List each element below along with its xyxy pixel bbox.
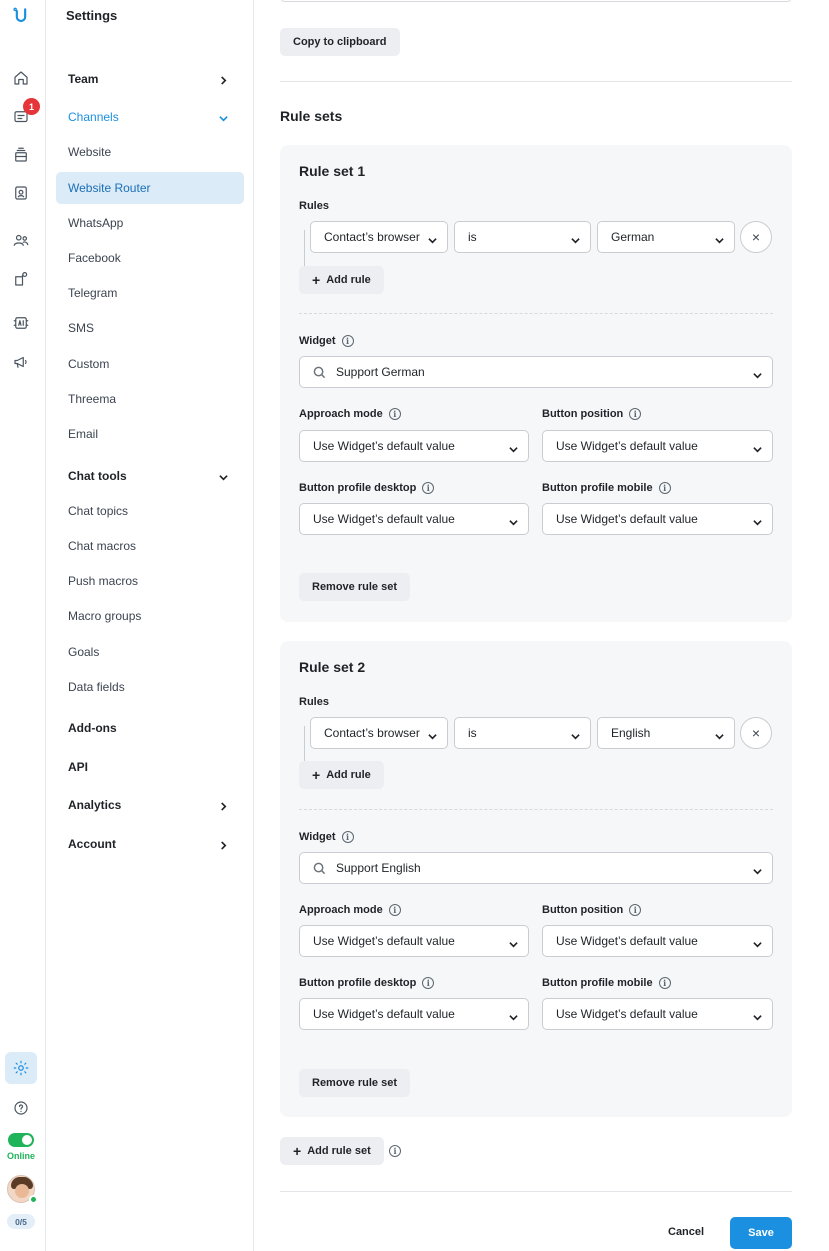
- chevron-down-icon: [509, 938, 518, 947]
- add-rule-set-button[interactable]: [280, 1137, 384, 1165]
- sidebar-item-threema[interactable]: [56, 383, 244, 415]
- cancel-button[interactable]: Cancel: [668, 1226, 705, 1238]
- search-icon: [313, 366, 326, 379]
- campaigns-icon[interactable]: [11, 352, 31, 372]
- widget-label: Widget i: [299, 831, 354, 843]
- sidebar-item-website-router[interactable]: [56, 172, 244, 204]
- sidebar-item-label: Team: [68, 72, 99, 86]
- icon-rail: [0, 0, 46, 1251]
- chevron-right-icon: [219, 74, 228, 83]
- chevron-down-icon: [509, 516, 518, 525]
- chevron-down-icon: [428, 234, 437, 243]
- rule-field-select[interactable]: [310, 221, 448, 253]
- add-rule-button[interactable]: [299, 761, 384, 789]
- button-profile-desktop-label: Button profile desktop i: [299, 482, 434, 494]
- approach-mode-select[interactable]: [299, 430, 529, 462]
- rule-connector: [304, 726, 305, 762]
- rule-sets-title: Rule sets: [280, 108, 343, 124]
- chevron-right-icon: [219, 800, 228, 809]
- sidebar-item-label: Add-ons: [68, 721, 117, 735]
- button-position-select[interactable]: [542, 430, 773, 462]
- chevron-down-icon: [428, 730, 437, 739]
- rule-field-select[interactable]: [310, 717, 448, 749]
- chevron-down-icon: [571, 234, 580, 243]
- sidebar-item-label: Email: [68, 427, 99, 441]
- select-value: is: [468, 726, 477, 740]
- sidebar-item-label: Goals: [68, 645, 100, 659]
- button-position-label: Button position i: [542, 904, 641, 916]
- search-icon: [313, 862, 326, 875]
- sidebar-item-label: Account: [68, 837, 116, 851]
- info-icon[interactable]: i: [389, 1145, 401, 1157]
- select-value: Use Widget’s default value: [313, 439, 455, 453]
- info-icon[interactable]: i: [342, 831, 354, 843]
- select-value: Use Widget’s default value: [556, 512, 698, 526]
- main-content: [254, 0, 829, 1251]
- sidebar-item-goals[interactable]: [56, 636, 244, 668]
- rule-operator-select[interactable]: [454, 717, 591, 749]
- select-value: Contact’s browser: [324, 726, 420, 740]
- chevron-right-icon: [219, 839, 228, 848]
- info-icon[interactable]: i: [389, 408, 401, 420]
- sidebar-item-label: Website Router: [68, 181, 151, 195]
- contacts-icon[interactable]: [11, 183, 31, 203]
- sidebar-item-addons[interactable]: [56, 712, 244, 744]
- sidebar-item-website[interactable]: [56, 136, 244, 168]
- select-value: is: [468, 230, 477, 244]
- sidebar-item-label: API: [68, 760, 89, 774]
- online-toggle[interactable]: [8, 1133, 34, 1147]
- approach-mode-label: Approach mode i: [299, 904, 401, 916]
- approach-mode-label: Approach mode i: [299, 408, 401, 420]
- close-icon: ×: [751, 229, 761, 245]
- logo-icon[interactable]: [11, 6, 31, 26]
- sidebar-item-analytics[interactable]: [56, 789, 244, 821]
- sidebar-item-label: Analytics: [68, 798, 122, 812]
- button-profile-mobile-select[interactable]: [542, 998, 773, 1030]
- help-icon[interactable]: [11, 1098, 31, 1118]
- save-button[interactable]: Save: [730, 1217, 792, 1249]
- button-label: Add rule: [326, 769, 371, 781]
- sidebar-title: Settings: [66, 8, 118, 23]
- chevron-down-icon: [753, 369, 762, 378]
- remove-rule-button[interactable]: [740, 221, 772, 253]
- rule-set-title: Rule set 1: [299, 163, 366, 179]
- avatar-status-dot: [29, 1195, 38, 1204]
- info-icon[interactable]: i: [629, 408, 641, 420]
- info-icon[interactable]: i: [422, 482, 434, 494]
- info-icon[interactable]: i: [422, 977, 434, 989]
- select-value: Support English: [336, 861, 421, 875]
- sidebar-item-label: Chat macros: [68, 539, 137, 553]
- sidebar-item-custom[interactable]: [56, 348, 244, 380]
- info-icon[interactable]: i: [389, 904, 401, 916]
- info-icon[interactable]: i: [659, 482, 671, 494]
- sidebar-item-chat-macros[interactable]: [56, 530, 244, 562]
- remove-rule-button[interactable]: [740, 717, 772, 749]
- sidebar-item-email[interactable]: [56, 418, 244, 450]
- inbox-icon[interactable]: [11, 145, 31, 165]
- sidebar-item-channels[interactable]: [56, 101, 244, 133]
- chevron-down-icon: [753, 1011, 762, 1020]
- chevron-down-icon: [715, 730, 724, 739]
- rule-set-title: Rule set 2: [299, 659, 366, 675]
- capacity-badge: 0/5: [7, 1214, 35, 1229]
- rule-value-select[interactable]: [597, 717, 735, 749]
- sidebar-item-label: Data fields: [68, 680, 125, 694]
- select-value: Use Widget’s default value: [313, 512, 455, 526]
- select-value: English: [611, 726, 651, 740]
- button-label: Add rule set: [307, 1145, 371, 1157]
- chevron-down-icon: [571, 730, 580, 739]
- button-profile-mobile-label: Button profile mobile i: [542, 482, 671, 494]
- info-icon[interactable]: i: [629, 904, 641, 916]
- chevron-down-icon: [753, 865, 762, 874]
- plus-icon: +: [312, 767, 321, 783]
- sidebar-item-label: SMS: [68, 321, 95, 335]
- sidebar-item-label: Website: [68, 145, 112, 159]
- info-icon[interactable]: i: [659, 977, 671, 989]
- ai-icon[interactable]: [11, 313, 31, 333]
- sidebar-item-label: Custom: [68, 357, 110, 371]
- dashed-divider: [299, 809, 773, 810]
- button-profile-mobile-label: Button profile mobile i: [542, 977, 671, 989]
- button-label: Add rule: [326, 274, 371, 286]
- sidebar-item-label: Telegram: [68, 286, 118, 300]
- divider: [280, 81, 792, 82]
- notification-badge: 1: [23, 98, 40, 115]
- remove-rule-set-button[interactable]: Remove rule set: [299, 1069, 410, 1097]
- chevron-down-icon: [753, 516, 762, 525]
- select-value: Use Widget’s default value: [313, 934, 455, 948]
- select-value: Use Widget’s default value: [556, 1007, 698, 1021]
- chevron-down-icon: [753, 443, 762, 452]
- chevron-down-icon: [509, 443, 518, 452]
- select-value: Support German: [336, 365, 425, 379]
- sidebar-item-chat-topics[interactable]: [56, 495, 244, 527]
- status-label: Online: [6, 1151, 35, 1161]
- widget-select[interactable]: [299, 852, 773, 884]
- button-position-select[interactable]: [542, 925, 773, 957]
- rule-connector: [304, 230, 305, 266]
- rule-set-card: [280, 641, 792, 1117]
- rules-label: Rules: [299, 696, 329, 708]
- divider: [280, 1191, 792, 1192]
- sidebar-item-chat-tools[interactable]: [56, 460, 244, 492]
- button-position-label: Button position i: [542, 408, 641, 420]
- widget-label: Widget i: [299, 335, 354, 347]
- button-profile-desktop-select[interactable]: [299, 503, 529, 535]
- button-profile-desktop-label: Button profile desktop i: [299, 977, 434, 989]
- button-profile-mobile-select[interactable]: [542, 503, 773, 535]
- select-value: Use Widget’s default value: [556, 934, 698, 948]
- sidebar-item-sms[interactable]: [56, 312, 244, 344]
- button-profile-desktop-select[interactable]: [299, 998, 529, 1030]
- settings-icon[interactable]: [11, 1058, 31, 1078]
- plus-icon: +: [312, 272, 321, 288]
- sidebar-item-label: Chat topics: [68, 504, 129, 518]
- settings-sidebar: [46, 0, 254, 1251]
- copy-to-clipboard-button[interactable]: Copy to clipboard: [280, 28, 400, 56]
- sidebar-item-label: Push macros: [68, 574, 139, 588]
- plus-icon: +: [293, 1143, 302, 1159]
- sidebar-item-team[interactable]: [56, 63, 244, 95]
- sidebar-item-account[interactable]: [56, 828, 244, 860]
- home-icon[interactable]: [11, 68, 31, 88]
- close-icon: ×: [751, 725, 761, 741]
- sidebar-item-macro-groups[interactable]: [56, 600, 244, 632]
- select-value: Contact’s browser: [324, 230, 420, 244]
- add-rule-button[interactable]: [299, 266, 384, 294]
- code-field[interactable]: [280, 0, 792, 2]
- sidebar-item-label: WhatsApp: [68, 216, 124, 230]
- dashed-divider: [299, 313, 773, 314]
- chevron-down-icon: [219, 112, 228, 121]
- rule-value-select[interactable]: [597, 221, 735, 253]
- team-icon[interactable]: [11, 230, 31, 250]
- sidebar-item-data-fields[interactable]: [56, 671, 244, 703]
- integrations-icon[interactable]: [11, 269, 31, 289]
- rules-label: Rules: [299, 200, 329, 212]
- rule-operator-select[interactable]: [454, 221, 591, 253]
- info-icon[interactable]: i: [342, 335, 354, 347]
- remove-rule-set-button[interactable]: Remove rule set: [299, 573, 410, 601]
- sidebar-item-label: Macro groups: [68, 609, 142, 623]
- sidebar-item-label: Facebook: [68, 251, 121, 265]
- sidebar-item-label: Threema: [68, 392, 117, 406]
- rule-set-card: [280, 145, 792, 622]
- sidebar-item-api[interactable]: [56, 751, 244, 783]
- approach-mode-select[interactable]: [299, 925, 529, 957]
- widget-select[interactable]: [299, 356, 773, 388]
- chevron-down-icon: [219, 471, 228, 480]
- chevron-down-icon: [753, 938, 762, 947]
- select-value: Use Widget’s default value: [556, 439, 698, 453]
- sidebar-item-whatsapp[interactable]: [56, 207, 244, 239]
- chevron-down-icon: [509, 1011, 518, 1020]
- sidebar-item-label: Channels: [68, 110, 119, 124]
- sidebar-item-push-macros[interactable]: [56, 565, 244, 597]
- sidebar-item-facebook[interactable]: [56, 242, 244, 274]
- chevron-down-icon: [715, 234, 724, 243]
- sidebar-item-label: Chat tools: [68, 469, 127, 483]
- select-value: Use Widget’s default value: [313, 1007, 455, 1021]
- sidebar-item-telegram[interactable]: [56, 277, 244, 309]
- select-value: German: [611, 230, 655, 244]
